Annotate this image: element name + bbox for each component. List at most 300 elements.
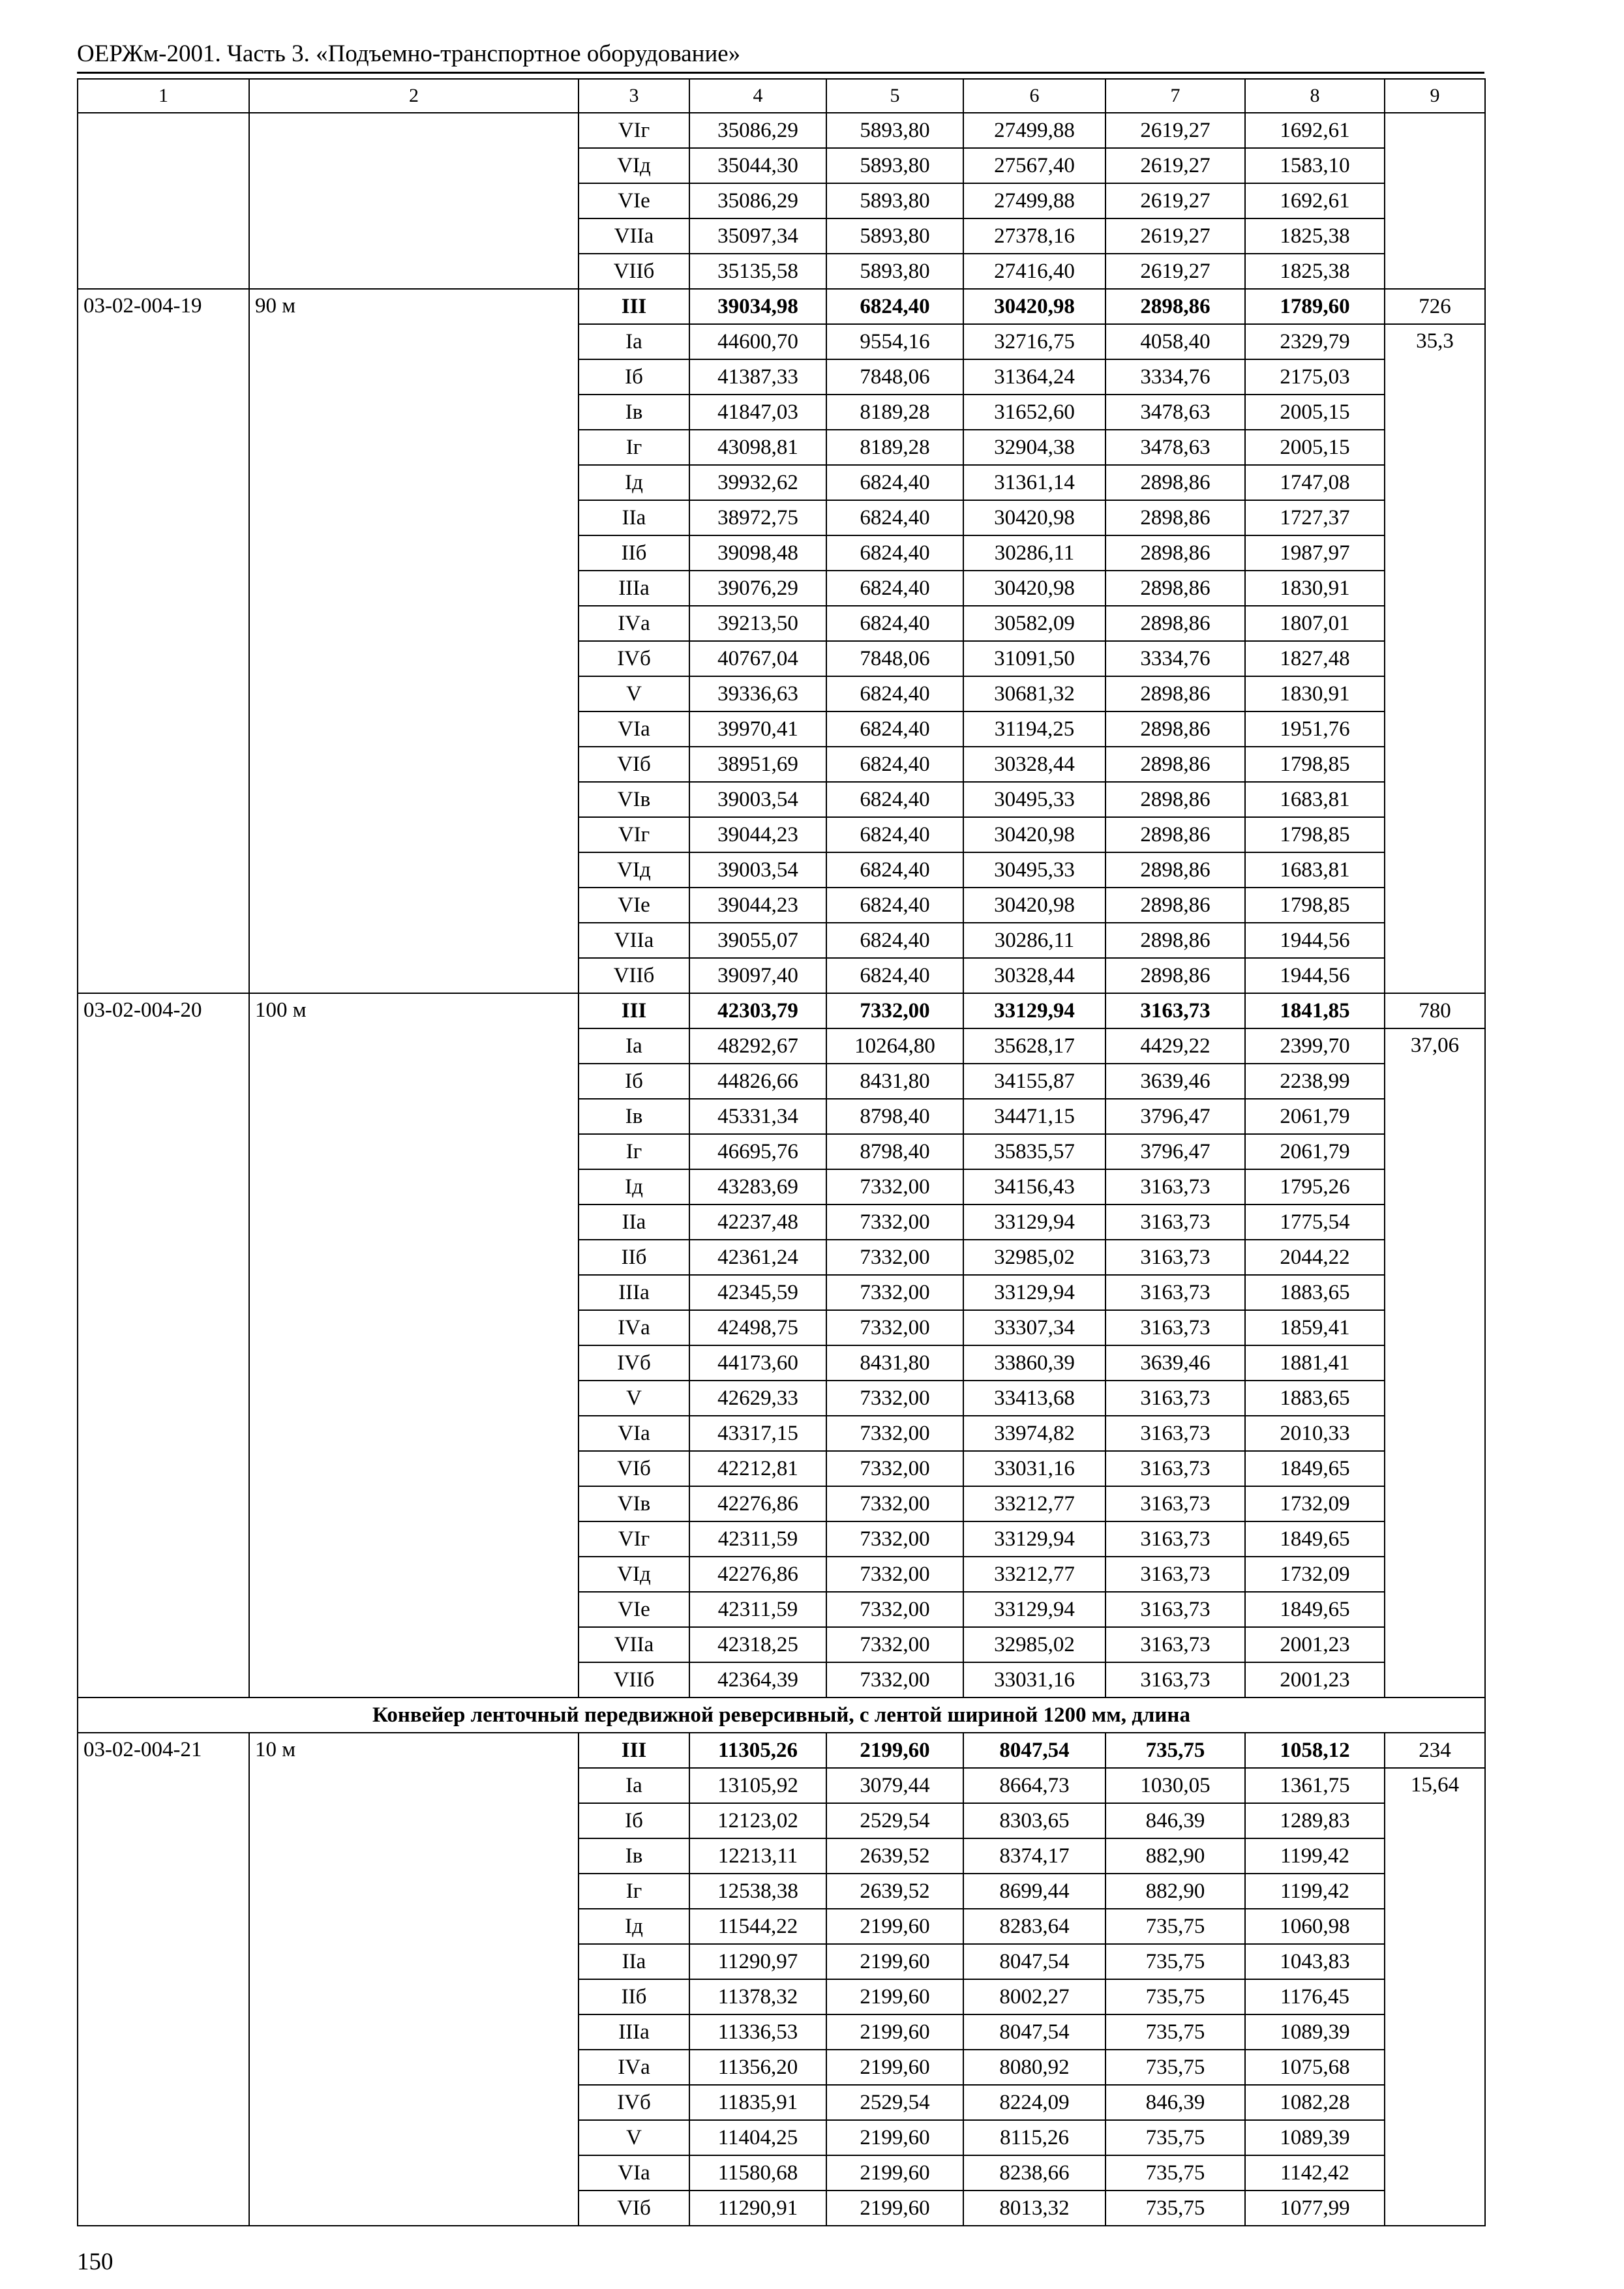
value-cell: 3796,47	[1105, 1099, 1245, 1134]
value-cell: 2898,86	[1105, 711, 1245, 747]
value-cell: 41847,03	[689, 395, 826, 430]
value-cell: 34155,87	[963, 1064, 1105, 1099]
zone-cell: V	[579, 2120, 689, 2155]
value-cell: 6824,40	[826, 500, 963, 535]
value-cell: 42212,81	[689, 1451, 826, 1486]
value-cell: 39336,63	[689, 676, 826, 711]
value-cell: 3163,73	[1105, 1521, 1245, 1557]
value-cell: 7332,00	[826, 1486, 963, 1521]
value-cell: 2898,86	[1105, 606, 1245, 641]
value-cell: 2619,27	[1105, 254, 1245, 289]
length-cell	[249, 113, 579, 289]
zone-cell: VIд	[579, 852, 689, 888]
value-cell: 7332,00	[826, 1416, 963, 1451]
value-cell: 2005,15	[1245, 430, 1385, 465]
zone-cell: IVа	[579, 1310, 689, 1345]
value-cell: 735,75	[1105, 2155, 1245, 2191]
length-cell: 90 м	[249, 289, 579, 993]
value-cell: 33031,16	[963, 1662, 1105, 1698]
zone-cell: VIб	[579, 2191, 689, 2226]
value-cell: 35835,57	[963, 1134, 1105, 1169]
value-cell: 11378,32	[689, 1979, 826, 2014]
column-number-cell: 8	[1245, 79, 1385, 113]
value-cell: 2199,60	[826, 1944, 963, 1979]
value-cell: 32985,02	[963, 1627, 1105, 1662]
value-cell: 8013,32	[963, 2191, 1105, 2226]
value-cell: 1199,42	[1245, 1874, 1385, 1909]
value-cell: 2329,79	[1245, 324, 1385, 359]
value-cell: 3334,76	[1105, 359, 1245, 395]
value-cell: 4429,22	[1105, 1028, 1245, 1064]
zone-cell: Iа	[579, 1028, 689, 1064]
value-cell: 1199,42	[1245, 1838, 1385, 1874]
zone-cell: IIа	[579, 1944, 689, 1979]
code-cell: 03-02-004-19	[78, 289, 249, 993]
value-cell: 43098,81	[689, 430, 826, 465]
value-cell: 35044,30	[689, 148, 826, 183]
value-cell: 11336,53	[689, 2014, 826, 2050]
value-cell: 8002,27	[963, 1979, 1105, 2014]
zone-cell: VIг	[579, 113, 689, 148]
value-cell: 42276,86	[689, 1486, 826, 1521]
value-cell: 33129,94	[963, 1204, 1105, 1240]
value-cell: 30286,11	[963, 923, 1105, 958]
table-row	[78, 113, 1485, 148]
value-cell: 38951,69	[689, 747, 826, 782]
zone-cell: IIб	[579, 535, 689, 571]
value-cell: 2898,86	[1105, 465, 1245, 500]
table-body	[78, 79, 1485, 2226]
zone-cell: Iв	[579, 1838, 689, 1874]
value-cell: 1825,38	[1245, 218, 1385, 254]
zone-cell: Iд	[579, 465, 689, 500]
value-cell: 3639,46	[1105, 1345, 1245, 1381]
value-cell: 5893,80	[826, 218, 963, 254]
value-cell: 2061,79	[1245, 1134, 1385, 1169]
column-number-cell: 4	[689, 79, 826, 113]
zone-cell: VIб	[579, 747, 689, 782]
zone-cell: VIд	[579, 148, 689, 183]
zone-cell: Iа	[579, 324, 689, 359]
value-cell: 7332,00	[826, 993, 963, 1028]
zone-cell: IIб	[579, 1979, 689, 2014]
column-number-cell: 1	[78, 79, 249, 113]
value-cell: 11835,91	[689, 2085, 826, 2120]
value-cell: 1077,99	[1245, 2191, 1385, 2226]
value-cell: 3163,73	[1105, 1662, 1245, 1698]
value-cell: 44600,70	[689, 324, 826, 359]
value-cell: 1944,56	[1245, 958, 1385, 993]
value-cell: 2898,86	[1105, 535, 1245, 571]
value-cell: 846,39	[1105, 1803, 1245, 1838]
value-cell: 1841,85	[1245, 993, 1385, 1028]
zone-cell: VIIб	[579, 958, 689, 993]
value-cell: 33413,68	[963, 1381, 1105, 1416]
zone-cell: VIв	[579, 1486, 689, 1521]
zone-cell: VIе	[579, 183, 689, 218]
zone-cell: VIа	[579, 711, 689, 747]
value-cell: 35086,29	[689, 113, 826, 148]
zone-cell: IIIа	[579, 1275, 689, 1310]
zone-cell: IIIа	[579, 2014, 689, 2050]
value-cell: 8431,80	[826, 1064, 963, 1099]
zone-cell: VIе	[579, 888, 689, 923]
value-cell: 42303,79	[689, 993, 826, 1028]
value-cell: 3163,73	[1105, 1416, 1245, 1451]
value-cell: 2898,86	[1105, 500, 1245, 535]
value-cell: 2898,86	[1105, 817, 1245, 852]
value-cell: 2199,60	[826, 2191, 963, 2226]
value-cell: 46695,76	[689, 1134, 826, 1169]
value-cell: 8047,54	[963, 1944, 1105, 1979]
value-cell: 42237,48	[689, 1204, 826, 1240]
zone-cell: VIIа	[579, 1627, 689, 1662]
value-cell: 1583,10	[1245, 148, 1385, 183]
value-cell: 33974,82	[963, 1416, 1105, 1451]
value-cell: 1176,45	[1245, 1979, 1385, 2014]
value-cell: 30328,44	[963, 747, 1105, 782]
value-cell: 38972,75	[689, 500, 826, 535]
value-cell: 735,75	[1105, 2120, 1245, 2155]
value-cell: 882,90	[1105, 1874, 1245, 1909]
value-cell: 8303,65	[963, 1803, 1105, 1838]
value-cell: 5893,80	[826, 254, 963, 289]
value-cell: 2199,60	[826, 1733, 963, 1768]
value-cell: 34471,15	[963, 1099, 1105, 1134]
value-cell: 3163,73	[1105, 1627, 1245, 1662]
value-cell: 2898,86	[1105, 888, 1245, 923]
value-cell: 6824,40	[826, 711, 963, 747]
value-cell: 9554,16	[826, 324, 963, 359]
value-cell: 3163,73	[1105, 993, 1245, 1028]
value-cell: 2619,27	[1105, 113, 1245, 148]
page-number: 150	[77, 2249, 113, 2275]
value-cell: 6824,40	[826, 817, 963, 852]
table-row	[78, 1733, 1485, 1768]
code-cell	[78, 113, 249, 289]
zone-cell: VIб	[579, 1451, 689, 1486]
value-cell: 3163,73	[1105, 1557, 1245, 1592]
value-cell: 42345,59	[689, 1275, 826, 1310]
value-cell: 8115,26	[963, 2120, 1105, 2155]
value-cell: 31652,60	[963, 395, 1105, 430]
value-cell: 8189,28	[826, 395, 963, 430]
value-cell: 11404,25	[689, 2120, 826, 2155]
col9-cell	[1385, 113, 1485, 289]
value-cell: 1798,85	[1245, 888, 1385, 923]
value-cell: 2044,22	[1245, 1240, 1385, 1275]
value-cell: 42629,33	[689, 1381, 826, 1416]
value-cell: 1683,81	[1245, 782, 1385, 817]
value-cell: 1089,39	[1245, 2014, 1385, 2050]
value-cell: 39098,48	[689, 535, 826, 571]
value-cell: 7332,00	[826, 1451, 963, 1486]
value-cell: 3334,76	[1105, 641, 1245, 676]
zone-cell: VIг	[579, 817, 689, 852]
zone-cell: IVа	[579, 2050, 689, 2085]
value-cell: 27416,40	[963, 254, 1105, 289]
value-cell: 1089,39	[1245, 2120, 1385, 2155]
col9-cell: 234	[1385, 1733, 1485, 1768]
value-cell: 1825,38	[1245, 254, 1385, 289]
value-cell: 2399,70	[1245, 1028, 1385, 1064]
zone-cell: V	[579, 676, 689, 711]
zone-cell: Iг	[579, 1134, 689, 1169]
value-cell: 13105,92	[689, 1768, 826, 1803]
value-cell: 2199,60	[826, 1979, 963, 2014]
value-cell: 11290,97	[689, 1944, 826, 1979]
value-cell: 2529,54	[826, 2085, 963, 2120]
value-cell: 6824,40	[826, 923, 963, 958]
value-cell: 1727,37	[1245, 500, 1385, 535]
value-cell: 48292,67	[689, 1028, 826, 1064]
zone-cell: Iб	[579, 359, 689, 395]
value-cell: 1030,05	[1105, 1768, 1245, 1803]
value-cell: 7332,00	[826, 1240, 963, 1275]
value-cell: 5893,80	[826, 113, 963, 148]
value-cell: 30420,98	[963, 817, 1105, 852]
value-cell: 1683,81	[1245, 852, 1385, 888]
value-cell: 43283,69	[689, 1169, 826, 1204]
value-cell: 8189,28	[826, 430, 963, 465]
value-cell: 8374,17	[963, 1838, 1105, 1874]
value-cell: 39044,23	[689, 888, 826, 923]
zone-cell: VIв	[579, 782, 689, 817]
value-cell: 33129,94	[963, 1592, 1105, 1627]
value-cell: 1732,09	[1245, 1557, 1385, 1592]
value-cell: 2619,27	[1105, 218, 1245, 254]
value-cell: 1849,65	[1245, 1521, 1385, 1557]
value-cell: 3163,73	[1105, 1275, 1245, 1310]
value-cell: 7332,00	[826, 1592, 963, 1627]
value-cell: 1142,42	[1245, 2155, 1385, 2191]
value-cell: 882,90	[1105, 1838, 1245, 1874]
value-cell: 3163,73	[1105, 1310, 1245, 1345]
value-cell: 1692,61	[1245, 113, 1385, 148]
value-cell: 3163,73	[1105, 1592, 1245, 1627]
value-cell: 1883,65	[1245, 1381, 1385, 1416]
value-cell: 3796,47	[1105, 1134, 1245, 1169]
value-cell: 2898,86	[1105, 958, 1245, 993]
value-cell: 32985,02	[963, 1240, 1105, 1275]
value-cell: 31361,14	[963, 465, 1105, 500]
value-cell: 1060,98	[1245, 1909, 1385, 1944]
zone-cell: VIIб	[579, 1662, 689, 1698]
value-cell: 35628,17	[963, 1028, 1105, 1064]
value-cell: 1082,28	[1245, 2085, 1385, 2120]
value-cell: 1830,91	[1245, 676, 1385, 711]
value-cell: 6824,40	[826, 571, 963, 606]
value-cell: 31194,25	[963, 711, 1105, 747]
value-cell: 7332,00	[826, 1310, 963, 1345]
value-cell: 7848,06	[826, 359, 963, 395]
value-cell: 8664,73	[963, 1768, 1105, 1803]
value-cell: 27499,88	[963, 113, 1105, 148]
value-cell: 43317,15	[689, 1416, 826, 1451]
value-cell: 42498,75	[689, 1310, 826, 1345]
value-cell: 45331,34	[689, 1099, 826, 1134]
value-cell: 2898,86	[1105, 782, 1245, 817]
zone-cell: III	[579, 993, 689, 1028]
value-cell: 7332,00	[826, 1204, 963, 1240]
value-cell: 39044,23	[689, 817, 826, 852]
value-cell: 735,75	[1105, 2191, 1245, 2226]
value-cell: 30420,98	[963, 571, 1105, 606]
value-cell: 846,39	[1105, 2085, 1245, 2120]
value-cell: 7332,00	[826, 1381, 963, 1416]
value-cell: 30286,11	[963, 535, 1105, 571]
zone-cell: VIа	[579, 2155, 689, 2191]
zone-cell: IVб	[579, 1345, 689, 1381]
value-cell: 735,75	[1105, 2050, 1245, 2085]
code-cell: 03-02-004-21	[78, 1733, 249, 2226]
value-cell: 31091,50	[963, 641, 1105, 676]
value-cell: 2529,54	[826, 1803, 963, 1838]
value-cell: 33212,77	[963, 1557, 1105, 1592]
value-cell: 1881,41	[1245, 1345, 1385, 1381]
column-number-cell: 2	[249, 79, 579, 113]
value-cell: 8798,40	[826, 1134, 963, 1169]
value-cell: 2001,23	[1245, 1627, 1385, 1662]
zone-cell: IVб	[579, 641, 689, 676]
value-cell: 8047,54	[963, 2014, 1105, 2050]
value-cell: 39076,29	[689, 571, 826, 606]
section-title-row	[78, 1698, 1485, 1733]
value-cell: 6824,40	[826, 782, 963, 817]
zone-cell: VIIа	[579, 923, 689, 958]
zone-cell: IVб	[579, 2085, 689, 2120]
value-cell: 1830,91	[1245, 571, 1385, 606]
value-cell: 3163,73	[1105, 1451, 1245, 1486]
value-cell: 27378,16	[963, 218, 1105, 254]
section-title: Конвейер ленточный передвижной реверсивный, с лентой шириной 1200 мм, длина	[78, 1698, 1485, 1733]
value-cell: 11356,20	[689, 2050, 826, 2085]
value-cell: 735,75	[1105, 1979, 1245, 2014]
value-cell: 33129,94	[963, 1275, 1105, 1310]
value-cell: 1747,08	[1245, 465, 1385, 500]
zone-cell: VIг	[579, 1521, 689, 1557]
column-number-cell: 7	[1105, 79, 1245, 113]
value-cell: 1849,65	[1245, 1451, 1385, 1486]
value-cell: 2898,86	[1105, 676, 1245, 711]
value-cell: 11544,22	[689, 1909, 826, 1944]
value-cell: 30420,98	[963, 289, 1105, 324]
value-cell: 39097,40	[689, 958, 826, 993]
value-cell: 7332,00	[826, 1521, 963, 1557]
value-cell: 2061,79	[1245, 1099, 1385, 1134]
value-cell: 1043,83	[1245, 1944, 1385, 1979]
value-cell: 7332,00	[826, 1662, 963, 1698]
value-cell: 1883,65	[1245, 1275, 1385, 1310]
value-cell: 8047,54	[963, 1733, 1105, 1768]
rates-table	[77, 78, 1486, 2226]
value-cell: 2639,52	[826, 1874, 963, 1909]
value-cell: 6824,40	[826, 676, 963, 711]
value-cell: 2898,86	[1105, 747, 1245, 782]
value-cell: 1775,54	[1245, 1204, 1385, 1240]
value-cell: 39003,54	[689, 782, 826, 817]
value-cell: 1951,76	[1245, 711, 1385, 747]
value-cell: 33307,34	[963, 1310, 1105, 1345]
value-cell: 30420,98	[963, 888, 1105, 923]
value-cell: 3163,73	[1105, 1240, 1245, 1275]
table-row	[78, 289, 1485, 324]
value-cell: 1289,83	[1245, 1803, 1385, 1838]
value-cell: 2619,27	[1105, 183, 1245, 218]
value-cell: 39970,41	[689, 711, 826, 747]
value-cell: 3079,44	[826, 1768, 963, 1803]
value-cell: 39034,98	[689, 289, 826, 324]
value-cell: 42361,24	[689, 1240, 826, 1275]
value-cell: 2619,27	[1105, 148, 1245, 183]
value-cell: 35135,58	[689, 254, 826, 289]
value-cell: 30681,32	[963, 676, 1105, 711]
value-cell: 3478,63	[1105, 430, 1245, 465]
code-cell: 03-02-004-20	[78, 993, 249, 1698]
value-cell: 735,75	[1105, 1944, 1245, 1979]
value-cell: 33212,77	[963, 1486, 1105, 1521]
column-number-cell: 6	[963, 79, 1105, 113]
zone-cell: V	[579, 1381, 689, 1416]
zone-cell: Iд	[579, 1169, 689, 1204]
zone-cell: VIд	[579, 1557, 689, 1592]
value-cell: 1732,09	[1245, 1486, 1385, 1521]
value-cell: 6824,40	[826, 747, 963, 782]
value-cell: 6824,40	[826, 888, 963, 923]
value-cell: 10264,80	[826, 1028, 963, 1064]
value-cell: 1807,01	[1245, 606, 1385, 641]
value-cell: 1361,75	[1245, 1768, 1385, 1803]
value-cell: 30495,33	[963, 852, 1105, 888]
value-cell: 30420,98	[963, 500, 1105, 535]
value-cell: 8238,66	[963, 2155, 1105, 2191]
value-cell: 8283,64	[963, 1909, 1105, 1944]
value-cell: 1849,65	[1245, 1592, 1385, 1627]
value-cell: 11580,68	[689, 2155, 826, 2191]
value-cell: 1075,68	[1245, 2050, 1385, 2085]
value-cell: 44173,60	[689, 1345, 826, 1381]
value-cell: 41387,33	[689, 359, 826, 395]
value-cell: 42276,86	[689, 1557, 826, 1592]
zone-cell: Iг	[579, 430, 689, 465]
value-cell: 8080,92	[963, 2050, 1105, 2085]
zone-cell: Iв	[579, 1099, 689, 1134]
value-cell: 5893,80	[826, 183, 963, 218]
value-cell: 34156,43	[963, 1169, 1105, 1204]
column-number-cell: 9	[1385, 79, 1485, 113]
value-cell: 3478,63	[1105, 395, 1245, 430]
value-cell: 39003,54	[689, 852, 826, 888]
zone-cell: VIа	[579, 1416, 689, 1451]
zone-cell: Iб	[579, 1803, 689, 1838]
value-cell: 33129,94	[963, 1521, 1105, 1557]
value-cell: 32716,75	[963, 324, 1105, 359]
value-cell: 1798,85	[1245, 817, 1385, 852]
value-cell: 8431,80	[826, 1345, 963, 1381]
zone-cell: IIа	[579, 500, 689, 535]
value-cell: 4058,40	[1105, 324, 1245, 359]
value-cell: 6824,40	[826, 958, 963, 993]
col9-cell: 35,3	[1385, 324, 1485, 993]
value-cell: 2898,86	[1105, 923, 1245, 958]
value-cell: 6824,40	[826, 289, 963, 324]
value-cell: 3163,73	[1105, 1169, 1245, 1204]
value-cell: 1058,12	[1245, 1733, 1385, 1768]
value-cell: 3639,46	[1105, 1064, 1245, 1099]
table-row	[78, 993, 1485, 1028]
value-cell: 1798,85	[1245, 747, 1385, 782]
zone-cell: IIб	[579, 1240, 689, 1275]
